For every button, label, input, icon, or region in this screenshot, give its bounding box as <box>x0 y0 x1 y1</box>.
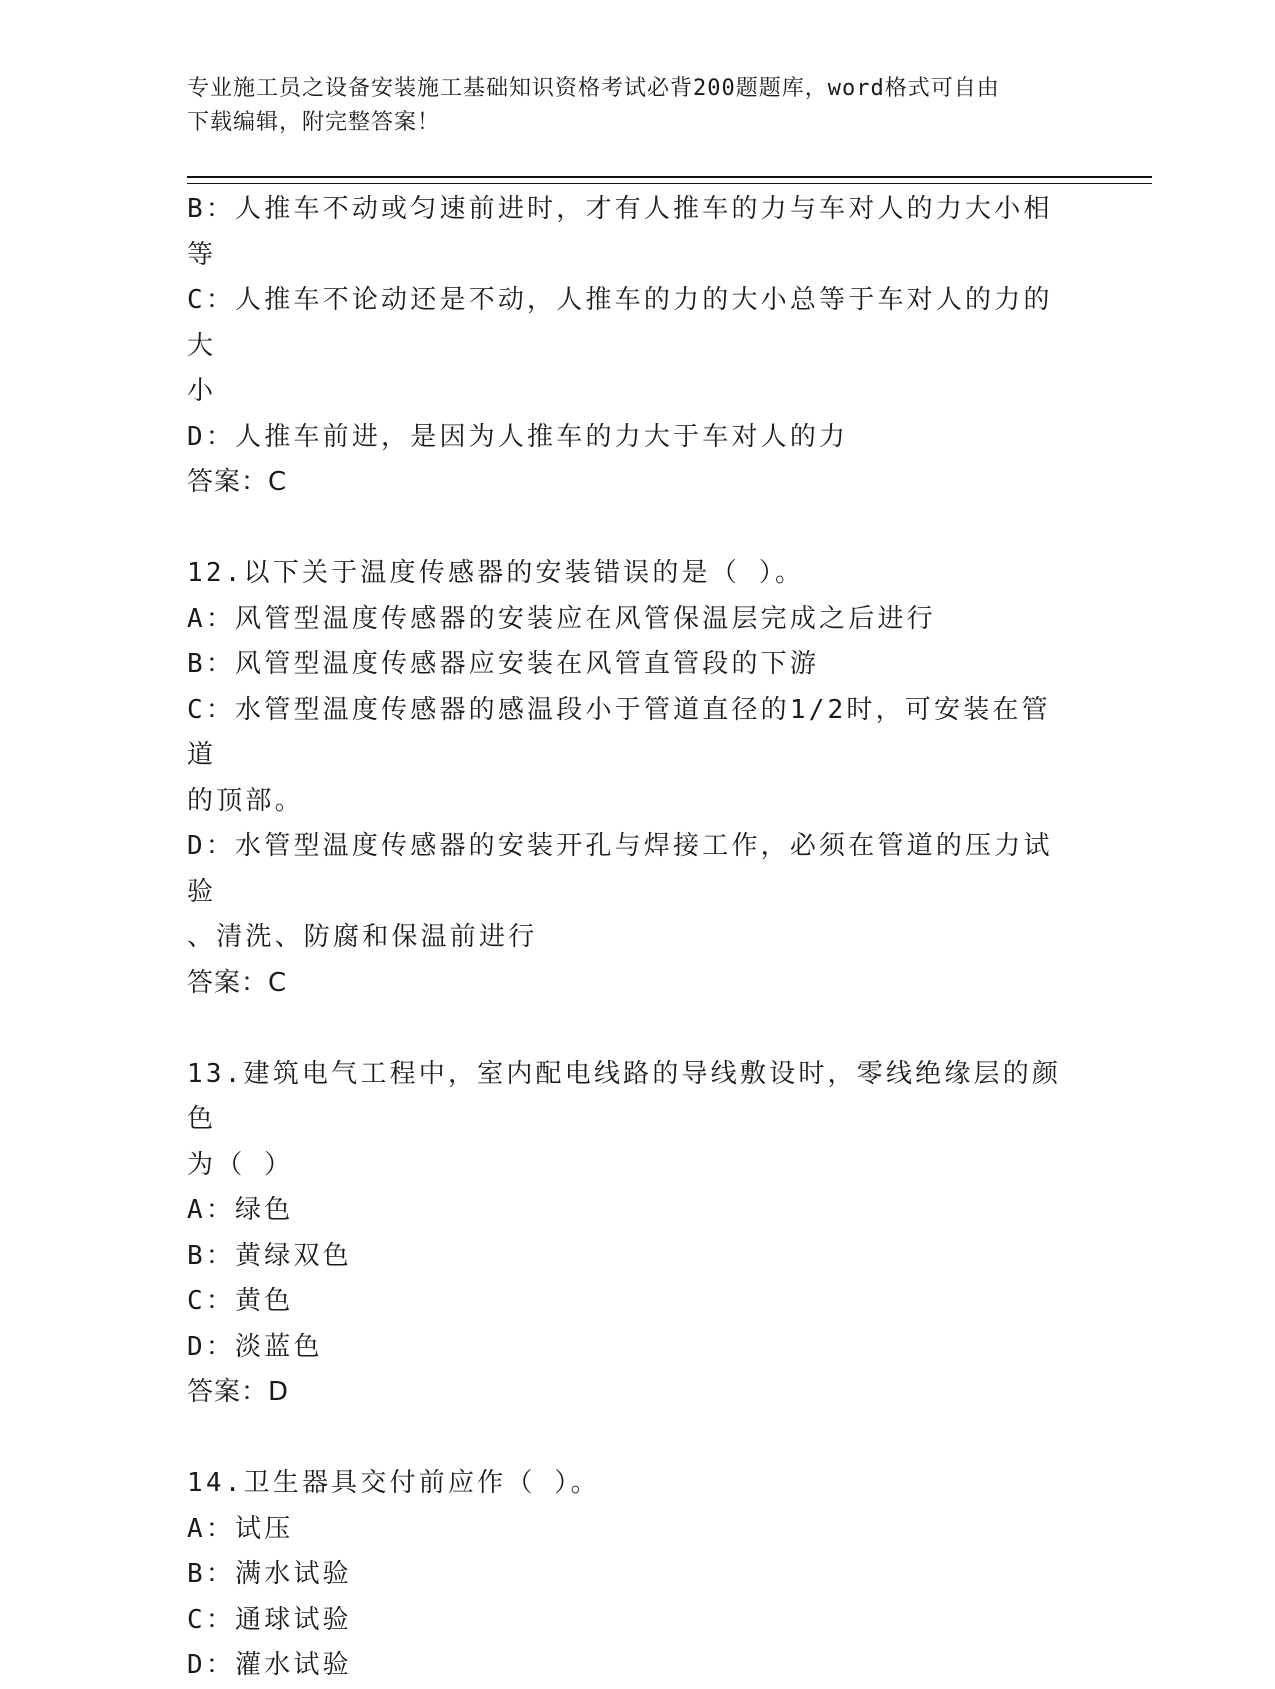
answer: 答案：C <box>187 967 288 998</box>
question-text: 12.以下关于温度传感器的安装错误的是（ ）。 <box>187 558 805 588</box>
option-d: D：水管型温度传感器的安装开孔与焊接工作，必须在管道的压力试验 <box>187 831 1053 907</box>
option-d: D：人推车前进，是因为人推车的力大于车对人的力 <box>187 421 849 452</box>
spacer <box>187 506 1067 552</box>
option-a: A：绿色 <box>187 1195 294 1225</box>
option-b: B：人推车不动或匀速前进时，才有人推车的力与车对人的力大小相等 <box>187 194 1053 270</box>
question-text-continued: 为（ ） <box>187 1149 294 1180</box>
option-d-continued: 、清洗、防腐和保温前进行 <box>187 922 538 952</box>
option-c-continued: 的顶部。 <box>187 785 304 816</box>
option-a: A：试压 <box>187 1513 294 1544</box>
option-b: B：满水试验 <box>187 1559 352 1589</box>
option-c: C：水管型温度传感器的感温段小于管道直径的1/2时，可安装在管道 <box>187 694 1051 770</box>
header-rule-thick <box>187 176 1152 178</box>
answer: 答案：D <box>187 1377 290 1407</box>
option-d: D：灌水试验 <box>187 1650 352 1680</box>
question-11 <box>187 187 1067 506</box>
option-c-continued: 小 <box>187 376 217 406</box>
question-text: 13.建筑电气工程中，室内配电线路的导线敷设时，零线绝缘层的颜色 <box>187 1058 1062 1134</box>
header-title-line-1: 专业施工员之设备安装施工基础知识资格考试必背200题题库，word格式可自由 <box>187 76 1000 101</box>
option-c: C：人推车不论动还是不动，人推车的力的大小总等于车对人的力的大 <box>187 285 1053 361</box>
spacer <box>187 1006 1067 1052</box>
question-13 <box>187 1052 1067 1416</box>
option-b: B：黄绿双色 <box>187 1240 352 1271</box>
option-a: A：风管型温度传感器的安装应在风管保温层完成之后进行 <box>187 603 936 634</box>
question-list <box>187 187 1067 1689</box>
answer: 答案：C <box>187 467 288 497</box>
document-header <box>187 72 1067 140</box>
option-b: B：风管型温度传感器应安装在风管直管段的下游 <box>187 649 820 679</box>
question-text: 14.卫生器具交付前应作（ ）。 <box>187 1468 600 1498</box>
question-12 <box>187 551 1067 1006</box>
spacer <box>187 1416 1067 1462</box>
header-rule-thin <box>187 183 1152 184</box>
option-d: D：淡蓝色 <box>187 1331 323 1362</box>
question-14 <box>187 1461 1067 1689</box>
header-title-line-2: 下载编辑，附完整答案！ <box>187 110 441 135</box>
option-c: C：通球试验 <box>187 1604 352 1635</box>
option-c: C：黄色 <box>187 1286 294 1316</box>
